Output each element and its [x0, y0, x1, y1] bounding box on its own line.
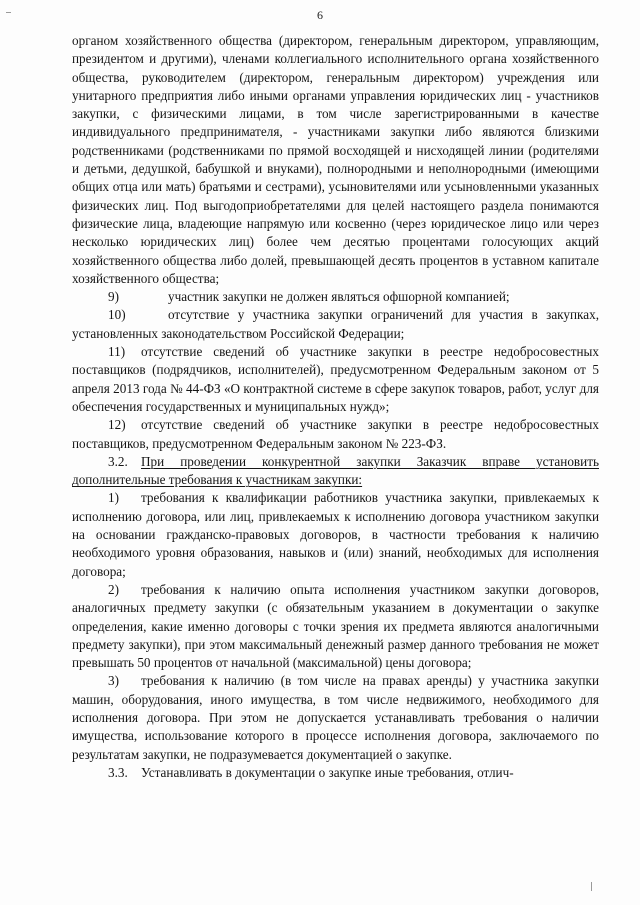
list-item	[72, 416, 599, 453]
list-item	[72, 288, 599, 306]
list-item	[72, 672, 599, 763]
section-number: 3.2.	[108, 453, 128, 469]
document-body	[72, 32, 599, 782]
paragraph-continuation	[72, 32, 599, 288]
list-item-text: отсутствие сведений об участнике закупки в реестре недобросовестных поставщиков (подрядчиков, исполнителей), предусмотренном Федеральным законом от 5 апреля 2013 года № 44-ФЗ «О контрактной системе в сфере закупок товаров, работ, услуг для обеспечения государственных и муниципальных нужд»;	[72, 344, 599, 414]
section-number: 3.3.	[108, 764, 128, 780]
list-item-number: 1)	[108, 490, 119, 506]
list-item-text: участник закупки не должен являться офшорной компанией;	[168, 289, 510, 305]
list-item-number: 2)	[108, 581, 119, 597]
section-paragraph	[72, 764, 599, 782]
list-item-text: требования к квалификации работников участника закупки, привлекаемых к исполнению договора, или лиц, привлекаемых к исполнению договора участником закупки на основании гражданско-правовых договоров, в частности требования к наличию необходимого уровня образования, навыков и (или) знаний, необходимых для исполнения договора;	[72, 490, 599, 579]
list-item	[72, 489, 599, 580]
list-item-text: отсутствие сведений об участнике закупки в реестре недобросовестных поставщиков, предусмотренном Федеральным законом № 223-ФЗ.	[72, 417, 599, 451]
list-item-number: 3)	[108, 673, 119, 689]
list-item-text: требования к наличию опыта исполнения участником закупки договоров, аналогичных предмету закупки (с обязательным указанием в документации о закупке определения, какие именно договоры с точки зрения их предмета являются аналогичными предмету закупки), при этом максимальный денежный размер данного требования не может превышать 50 процентов от начальной (максимальной) цены договора;	[72, 581, 599, 671]
list-item-number: 10)	[108, 307, 126, 323]
list-item-text: отсутствие у участника закупки ограничений для участия в закупках, установленных законодательством Российской Федерации;	[72, 307, 599, 341]
list-item-number: 9)	[108, 289, 119, 305]
list-item-text: требования к наличию (в том числе на правах аренды) у участника закупки машин, оборудования, иного имущества, в том числе недвижимого, необходимого для исполнения договора. При этом не допускается устанавливать требования о наличии имущества, использование которого в процессе исполнения договора, заключаемого по результатам закупки, не подразумевается документацией о закупке.	[72, 673, 599, 762]
list-item	[72, 306, 599, 343]
paragraph-text: органом хозяйственного общества (директором, генеральным директором, управляющим, президентом и другими), членами коллегиального исполнительного органа хозяйственного общества, руководителем (директором, генеральным директором) учреждения или унитарного предприятия либо иными органами управления юридических лиц - участников закупки, с физическими лицами, в том числе зарегистрированными в качестве индивидуального предпринимателя, - участниками закупки либо являются близкими родственниками (родственниками по прямой восходящей и нисходящей линии (родителями и детьми, дедушкой, бабушкой и внуками), полнородными и неполнородными (имеющими общих отца или мать) братьями и сестрами), усыновителями или усыновленными указанных физических лиц. Под выгодоприобретателями для целей настоящего раздела понимаются физические лица, владеющие напрямую или косвенно (через юридическое лицо или через несколько юридических лиц) более чем десятью процентами голосующих акций хозяйственного общества либо долей, превышающей десять процентов в уставном капитале хозяйственного общества;	[72, 33, 599, 286]
section-text: Устанавливать в документации о закупке иные требования, отлич-	[141, 764, 514, 780]
list-item-number: 12)	[108, 417, 126, 433]
page-number: 6	[317, 8, 323, 22]
section-text: При проведении конкурентной закупки Заказчик вправе установить дополнительные требования к участникам закупки:	[72, 453, 599, 488]
list-item-number: 11)	[108, 344, 126, 360]
list-item	[72, 581, 599, 672]
scan-mark	[591, 882, 592, 891]
section-paragraph	[72, 453, 599, 490]
list-item	[72, 343, 599, 416]
